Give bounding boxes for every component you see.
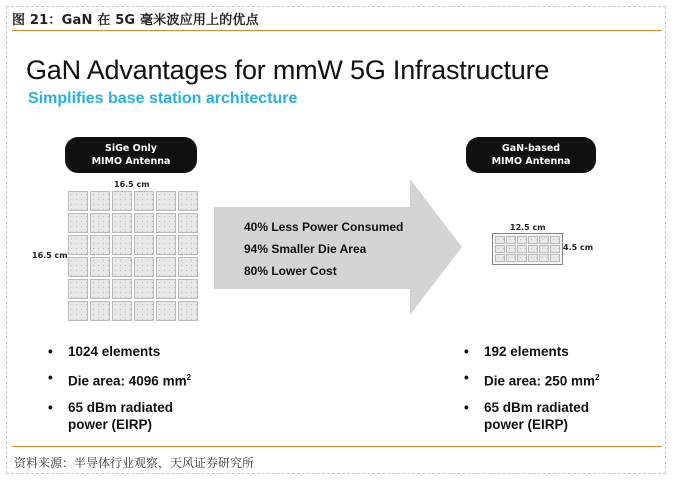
- antenna-tile: [550, 236, 560, 244]
- bullet-dot: •: [48, 344, 53, 359]
- antenna-tile: [156, 213, 176, 233]
- antenna-tile: [68, 279, 88, 299]
- antenna-tile: [90, 235, 110, 255]
- sige-bullet-die-area-text: Die area: 4096 mm: [68, 373, 187, 389]
- bullet-dot: •: [48, 370, 53, 385]
- sige-antenna-array: [68, 191, 198, 321]
- gan-bullet-die-area: [462, 369, 600, 390]
- sige-height-label: 16.5 cm: [32, 251, 68, 260]
- antenna-tile: [156, 257, 176, 277]
- antenna-tile: [517, 236, 527, 244]
- gan-bullet-eirp: [462, 399, 600, 433]
- sige-bullet-eirp-text-2: power (EIRP): [68, 416, 153, 432]
- gan-antenna-array: [492, 233, 563, 265]
- antenna-tile: [112, 301, 132, 321]
- antenna-tile: [112, 279, 132, 299]
- gan-bullet-elements-text: 192 elements: [484, 344, 569, 359]
- slide-image: [16, 33, 656, 442]
- antenna-tile: [90, 191, 110, 211]
- antenna-tile: [506, 245, 516, 253]
- antenna-tile: [112, 235, 132, 255]
- antenna-tile: [68, 235, 88, 255]
- advantage-1: 40% Less Power Consumed: [244, 220, 404, 234]
- antenna-tile: [112, 257, 132, 277]
- sige-pill-line2: MIMO Antenna: [91, 156, 171, 167]
- antenna-tile: [517, 254, 527, 262]
- antenna-tile: [156, 191, 176, 211]
- antenna-tile: [178, 191, 198, 211]
- antenna-tile: [506, 236, 516, 244]
- bullet-dot: •: [464, 344, 469, 359]
- antenna-tile: [178, 213, 198, 233]
- sige-bullet-list: [46, 343, 191, 442]
- advantage-2: 94% Smaller Die Area: [244, 242, 367, 256]
- advantage-3: 80% Lower Cost: [244, 264, 337, 278]
- slide-subhead: Simplifies base station architecture: [28, 90, 298, 107]
- antenna-tile: [539, 245, 549, 253]
- antenna-tile: [112, 213, 132, 233]
- antenna-tile: [539, 236, 549, 244]
- slide-headline: GaN Advantages for mmW 5G Infrastructure: [26, 55, 550, 85]
- gan-die-area-sup: 2: [595, 373, 600, 382]
- antenna-tile: [90, 213, 110, 233]
- sige-bullet-die-area: [46, 369, 191, 390]
- antenna-tile: [178, 279, 198, 299]
- sige-bullet-eirp: [46, 399, 191, 433]
- antenna-tile: [495, 254, 505, 262]
- bottom-rule: [12, 446, 662, 447]
- antenna-tile: [178, 257, 198, 277]
- gan-pill: [466, 137, 596, 173]
- antenna-tile: [90, 279, 110, 299]
- antenna-tile: [156, 279, 176, 299]
- sige-bullet-elements: [46, 343, 191, 360]
- gan-bullet-eirp-text: 65 dBm radiated: [484, 399, 590, 415]
- antenna-tile: [528, 236, 538, 244]
- bullet-dot: •: [48, 399, 53, 415]
- sige-pill: [65, 137, 197, 173]
- antenna-tile: [134, 191, 154, 211]
- antenna-tile: [156, 301, 176, 321]
- gan-pill-line1: GaN-based: [501, 143, 561, 154]
- antenna-tile: [550, 254, 560, 262]
- gan-pill-line2: MIMO Antenna: [491, 156, 571, 167]
- antenna-tile: [112, 191, 132, 211]
- antenna-tile: [90, 301, 110, 321]
- top-rule: [12, 30, 662, 31]
- antenna-tile: [134, 257, 154, 277]
- antenna-tile: [68, 257, 88, 277]
- gan-bullet-elements: [462, 343, 600, 360]
- gan-height-label: 4.5 cm: [563, 243, 594, 252]
- antenna-tile: [134, 235, 154, 255]
- sige-width-label: 16.5 cm: [114, 180, 150, 189]
- sige-pill-line1: SiGe Only: [105, 143, 157, 154]
- gan-width-label: 12.5 cm: [510, 223, 546, 232]
- sige-bullet-eirp-text: 65 dBm radiated: [68, 399, 174, 415]
- antenna-tile: [68, 191, 88, 211]
- antenna-tile: [68, 213, 88, 233]
- antenna-tile: [517, 245, 527, 253]
- antenna-tile: [68, 301, 88, 321]
- bullet-dot: •: [464, 370, 469, 385]
- antenna-tile: [539, 254, 549, 262]
- antenna-tile: [528, 254, 538, 262]
- figure-title: 图 21：GaN 在 5G 毫米波应用上的优点: [12, 13, 259, 28]
- antenna-tile: [528, 245, 538, 253]
- antenna-tile: [178, 235, 198, 255]
- antenna-tile: [134, 301, 154, 321]
- antenna-tile: [495, 245, 505, 253]
- gan-bullet-die-area-text: Die area: 250 mm: [484, 373, 596, 389]
- antenna-tile: [178, 301, 198, 321]
- antenna-tile: [134, 213, 154, 233]
- bullet-dot: •: [464, 399, 469, 415]
- antenna-tile: [495, 236, 505, 244]
- gan-bullet-eirp-text-2: power (EIRP): [484, 416, 569, 432]
- sige-bullet-elements-text: 1024 elements: [68, 344, 161, 359]
- sige-die-area-sup: 2: [186, 373, 192, 382]
- antenna-tile: [506, 254, 516, 262]
- antenna-tile: [550, 245, 560, 253]
- source-note: 资料来源：半导体行业观察，天风证券研究所: [14, 456, 255, 470]
- antenna-tile: [134, 279, 154, 299]
- antenna-tile: [90, 257, 110, 277]
- gan-bullet-list: [462, 343, 600, 442]
- antenna-tile: [156, 235, 176, 255]
